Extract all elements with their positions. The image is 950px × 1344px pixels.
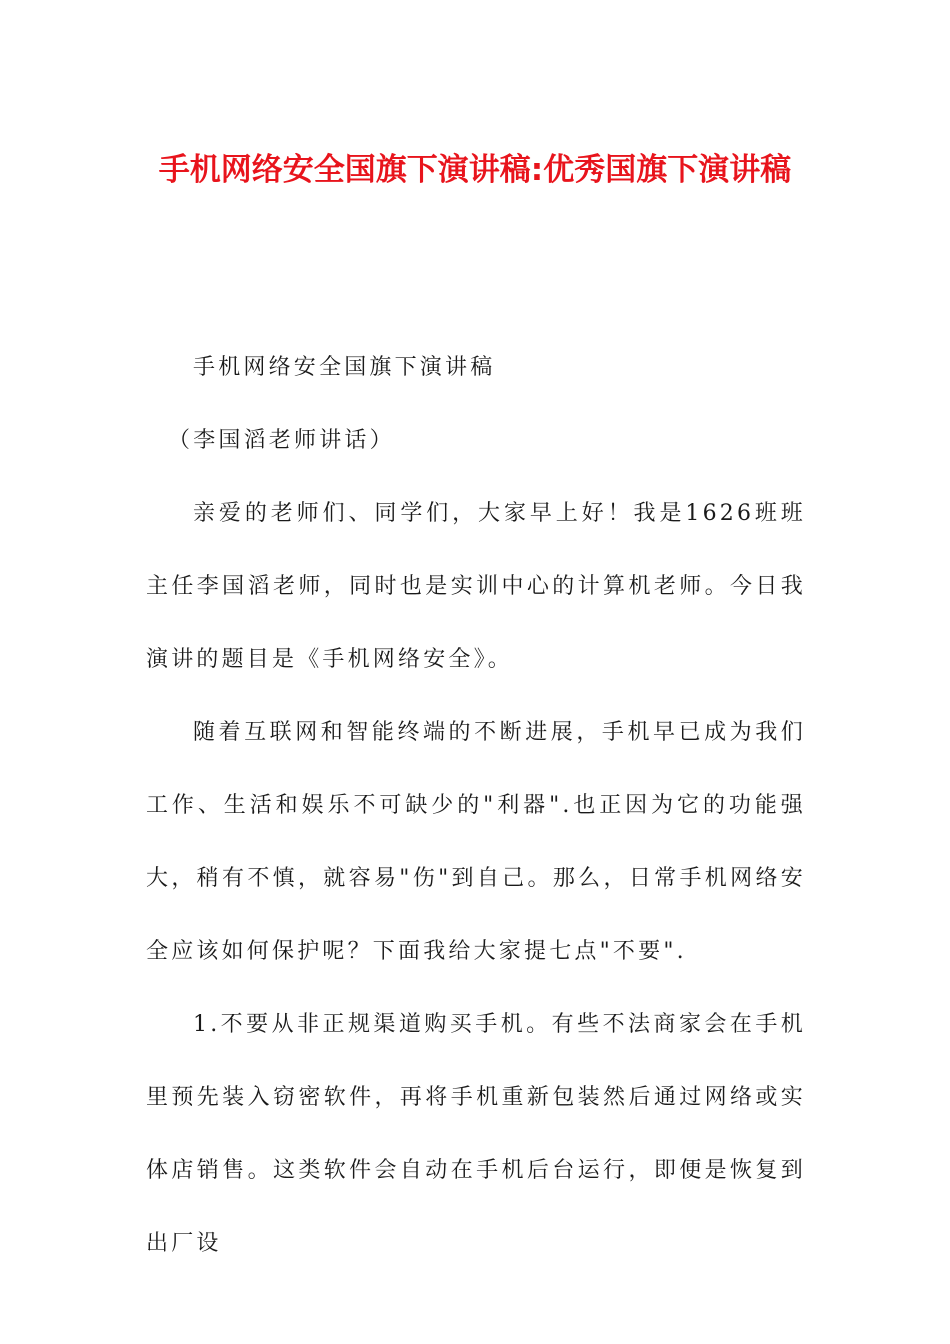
greeting-paragraph: 亲爱的老师们、同学们，大家早上好！我是1626班班主任李国滔老师，同时也是实训中心的计算机老师。今日我演讲的题目是《手机网络安全》。 xyxy=(146,501,806,672)
document-title: 手机网络安全国旗下演讲稿:优秀国旗下演讲稿 xyxy=(158,152,792,188)
intro-paragraph: 随着互联网和智能终端的不断进展，手机早已成为我们工作、生活和娱乐不可缺少的"利器".也正因为它的功能强大，稍有不慎，就容易"伤"到自己。那么，日常手机网络安全应该如何保护呢？下面我给大家提七点"不要". xyxy=(146,720,806,964)
document-body xyxy=(146,331,806,1280)
speaker-note: （李国滔老师讲话） xyxy=(168,428,395,453)
point-one-paragraph: 1.不要从非正规渠道购买手机。有些不法商家会在手机里预先装入窃密软件，再将手机重新包装然后通过网络或实体店销售。这类软件会自动在手机后台运行，即便是恢复到出厂设 xyxy=(146,1012,806,1256)
speech-heading: 手机网络安全国旗下演讲稿 xyxy=(193,355,496,380)
